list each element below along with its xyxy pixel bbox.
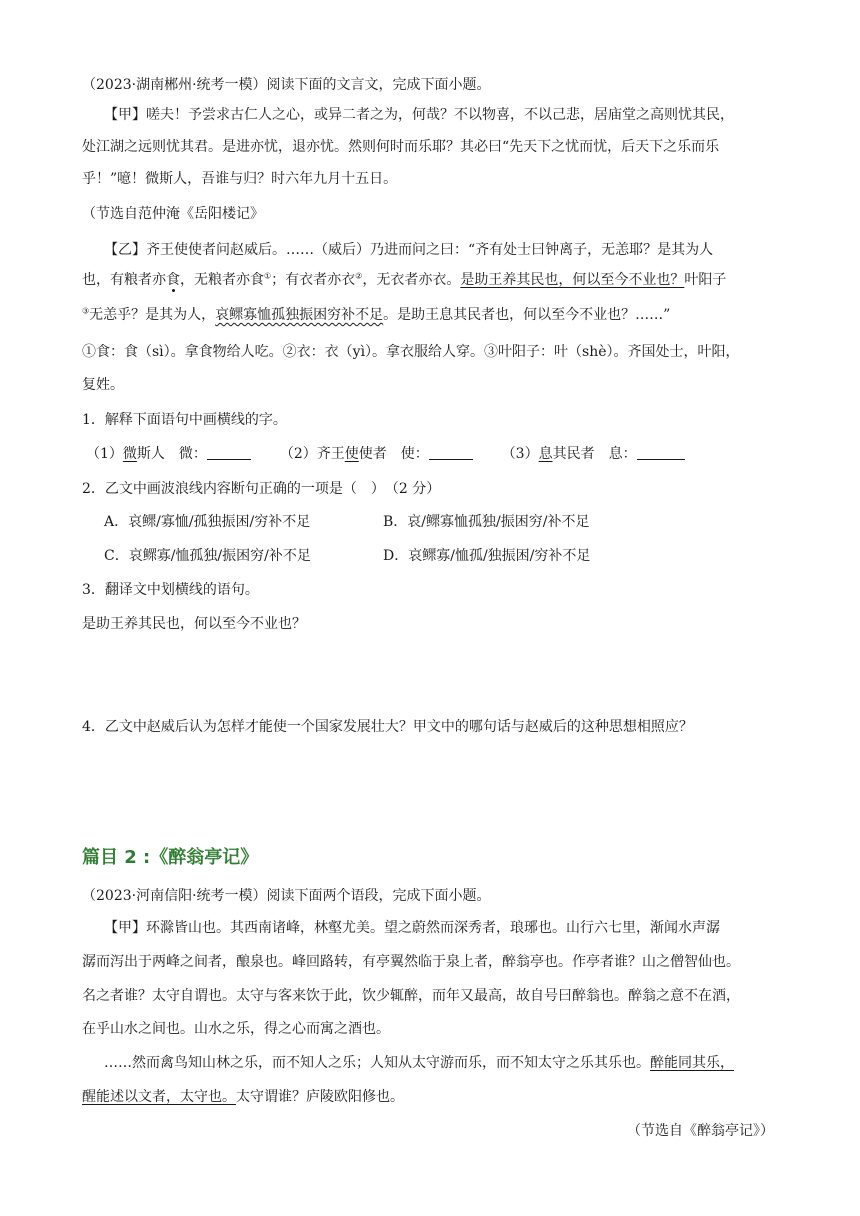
underlined-sentence: 醒能述以文者，太守也。 <box>82 1089 236 1105</box>
passage-yi-line-2: 也，有粮者亦食，无粮者亦食①；有衣者亦衣②，无衣者亦衣。是助王养其民也，何以至今不业也？叶阳子 <box>82 271 727 288</box>
passage2-jia-line-4: 在乎山水之间也。山水之乐，得之心而寓之酒也。 <box>82 1021 390 1037</box>
notes-line-2: 复姓。 <box>82 377 124 393</box>
passage2-jia-line-3: 名之者谁？太守自谓也。太守与客来饮于此，饮少辄醉，而年又最高，故自号曰醉翁也。醉翁之意不在酒， <box>82 988 740 1004</box>
footnote-marker: ③ <box>82 306 90 316</box>
underlined-sentence: 醉能同其乐， <box>650 1055 734 1071</box>
passage-jia-line-2: 处江湖之远则忧其君。是进亦忧，退亦忧。然则何时而乐耶？其必曰“先天下之忧而忧，后天下之乐而乐 <box>82 139 720 155</box>
passage2-source: （节选自《醉翁亭记》） <box>627 1123 774 1139</box>
answer-blank-3[interactable] <box>637 445 685 460</box>
passage-jia-line-1: 【甲】嗟夫！予尝求古仁人之心，或异二者之为，何哉？不以物喜，不以己悲，居庙堂之高则忧其民， <box>104 107 734 123</box>
question-1-items: （1）微斯人 微： （2）齐王使使者 使： （3）息其民者 息： <box>86 444 685 464</box>
answer-blank-1[interactable] <box>207 445 251 460</box>
passage-yi-line-1: 【乙】齐王使使者问赵威后。……（威后）乃进而问之曰：“齐有处士曰钟离子，无恙耶？是其为人 <box>104 242 714 258</box>
question-3-sentence: 是助王养其民也，何以至今不业也？ <box>82 616 306 632</box>
passage2-jia-line-1: 【甲】环滁皆山也。其西南诸峰，林壑尤美。望之蔚然而深秀者，琅琊也。山行六七里，渐闻水声潺 <box>104 920 720 936</box>
section-heading: 篇目 2 :《醉翁亭记》 <box>82 847 259 868</box>
jia-label-2: 【甲】 <box>104 920 146 936</box>
passage-jia-line-3: 乎！”噫！微斯人，吾谁与归？时六年九月十五日。 <box>82 171 398 187</box>
option-d[interactable]: D．哀鳏寡/恤孤/独振困/穷补不足 <box>383 548 591 564</box>
question-1-stem: 1．解释下面语句中画横线的字。 <box>82 412 287 428</box>
notes-line-1: ①食：食（sì）。拿食物给人吃。②衣：衣（yì）。拿衣服给人穿。③叶阳子：叶（shè）。齐国处士，叶阳， <box>82 344 740 360</box>
question-2-stem: 2．乙文中画波浪线内容断句正确的一项是（ ） （2 分） <box>82 481 441 497</box>
underlined-sentence: 是助王养其民也，何以至今不业也？ <box>460 272 685 288</box>
yi-label: 【乙】 <box>104 242 146 258</box>
option-c[interactable]: C．哀鳏寡/恤孤独/振困穷/补不足 <box>104 548 311 564</box>
passage-jia-source: （节选自范仲淹《岳阳楼记》 <box>82 206 264 222</box>
passage2-jia-line-2: 潺而泻出于两峰之间者，酿泉也。峰回路转，有亭翼然临于泉上者，醉翁亭也。作亭者谁？山之僧智仙也。 <box>82 954 740 970</box>
answer-blank-2[interactable] <box>429 445 473 460</box>
jia-label: 【甲】 <box>104 107 146 123</box>
question-3-stem: 3．翻译文中划横线的语句。 <box>82 582 259 598</box>
source-line-1: （2023·湖南郴州·统考一模）阅读下面的文言文，完成下面小题。 <box>82 77 491 93</box>
footnote-marker: ② <box>355 271 363 281</box>
source-line-2: （2023·河南信阳·统考一模）阅读下面两个语段，完成下面小题。 <box>82 888 491 904</box>
option-b[interactable]: B．哀/鳏寡恤孤独/振困穷/补不足 <box>383 514 590 530</box>
dotted-char: 食 <box>166 272 180 288</box>
excerpt-line-1: ……然而禽鸟知山林之乐，而不知人之乐；人知从太守游而乐，而不知太守之乐其乐也。醉能同其乐， <box>104 1055 734 1071</box>
option-a[interactable]: A．哀鳏/寡恤/孤独振困/穷补不足 <box>104 514 311 530</box>
passage-yi-line-3: ③无恙乎？是其为人，哀鳏寡恤孤独振困穷补不足。是助王息其民者也，何以至今不业也？……” <box>82 306 671 323</box>
footnote-marker: ① <box>264 271 272 281</box>
wavy-underlined-text: 哀鳏寡恤孤独振困穷补不足 <box>215 307 384 323</box>
question-4-stem: 4．乙文中赵威后认为怎样才能使一个国家发展壮大？甲文中的哪句话与赵威后的这种思想相照应？ <box>82 719 693 735</box>
excerpt-line-2: 醒能述以文者，太守也。太守谓谁？庐陵欧阳修也。 <box>82 1089 404 1105</box>
